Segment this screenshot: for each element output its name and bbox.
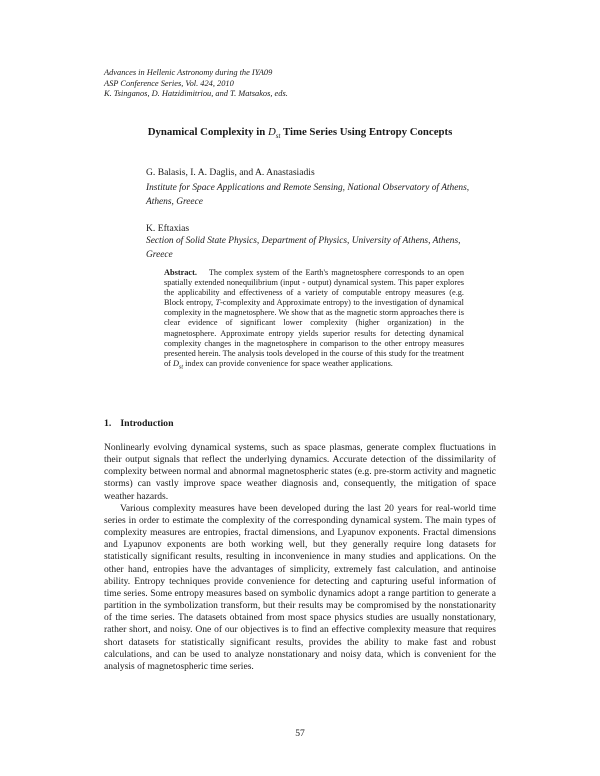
abstract — [164, 268, 464, 373]
section-heading — [104, 418, 174, 429]
abstract-d-symbol: D — [173, 358, 179, 368]
title-suffix: Time Series Using Entropy Concepts — [280, 126, 453, 138]
title-subscript: st — [275, 132, 281, 141]
title-symbol: D — [267, 126, 276, 138]
header-line-volume: ASP Conference Series, Vol. 424, 2010 — [104, 78, 234, 88]
body-paragraph-1: Nonlinearly evolving dynamical systems, such as space plasmas, generate complex fluctuations in their output signals that reflect the underlying dynamics. Accurate detection of the dissimilarity of complexity between normal and abnormal magnetospheric states (e.g. pre-storm activity and magnetic storms) can vastly improve space weather diagnosis and, consequently, the mitigation of space weather hazards. — [104, 442, 496, 502]
paper-title — [104, 126, 496, 140]
author-group-2: K. Eftaxias — [146, 223, 190, 234]
header-line-editors: K. Tsinganos, D. Hatzidimitriou, and T. Matsakos, eds. — [104, 89, 288, 99]
section-title: Introduction — [120, 418, 174, 429]
body-paragraph-2: Various complexity measures have been developed during the last 20 years for real-world time series in order to estimate the complexity of the corresponding dynamical system. The main types of complexity measures are entropies, fractal dimensions, and Lyapunov exponents. Fractal dimensions and Lyapunov exponents are both working well, but they generally require long datasets for statistically significant results, resulting in inconvenience in many studies and applications. On the other hand, entropies have the advantages of simplicity, extremely fast calculation, and antinoise ability. Entropy techniques provide convenience for detecting and capturing useful information of time series. Some entropy measures based on symbolic dynamics adopt a range partition to generate a partition in the symbolization transform, but their results may be compromised by the nonstationarity of the time series. The datasets obtained from most space physics studies are usually nonstationary, rather short, and noisy. One of our objectives is to find an effective complexity measure that requires short datasets for statistically significant results, provides the ability to make fast and robust calculations, and can be used to analyze nonstationary and noisy data, which is convenient for the analysis of magnetospheric time series. — [104, 502, 496, 672]
page-number: 57 — [295, 728, 305, 739]
abstract-text-b: -complexity and Approximate entropy) to the investigation of dynamical complexity in the magnetosphere. We show that as the magnetic storm approaches there is clear evidence of significant lower complexity (higher organization) in the magnetosphere. Approximate entropy yields superior results for detecting dynamical complexity changes in the magnetosphere in comparison to the other entropy measures presented herein. The analysis tools developed in the course of this study for the treatment of — [164, 298, 464, 368]
abstract-d-subscript: st — [179, 364, 184, 371]
affiliation-1: Institute for Space Applications and Remote Sensing, National Observatory of Athens, Athens, Greece — [146, 183, 470, 207]
author-group-1: G. Balasis, I. A. Daglis, and A. Anastasiadis — [146, 167, 315, 178]
running-header — [104, 68, 288, 100]
title-prefix: Dynamical Complexity in — [147, 126, 268, 138]
section-number: 1. — [104, 418, 112, 429]
header-line-series: Advances in Hellenic Astronomy during the IYA09 — [104, 68, 273, 77]
abstract-text-a: The complex system of the Earth's magnetosphere corresponds to an open spatially extended nonequilibrium (input - output) dynamical system. This paper explores the applicability and effectiveness of a variety of computable entropy measures (e.g. Block entropy, — [164, 268, 464, 308]
abstract-t-symbol: T — [215, 298, 221, 308]
body-text — [104, 442, 496, 673]
abstract-label: Abstract. — [164, 268, 197, 277]
abstract-text-c: index can provide convenience for space weather applications. — [183, 358, 393, 368]
affiliation-2: Section of Solid State Physics, Department of Physics, University of Athens, Athens, Greece — [146, 236, 461, 260]
